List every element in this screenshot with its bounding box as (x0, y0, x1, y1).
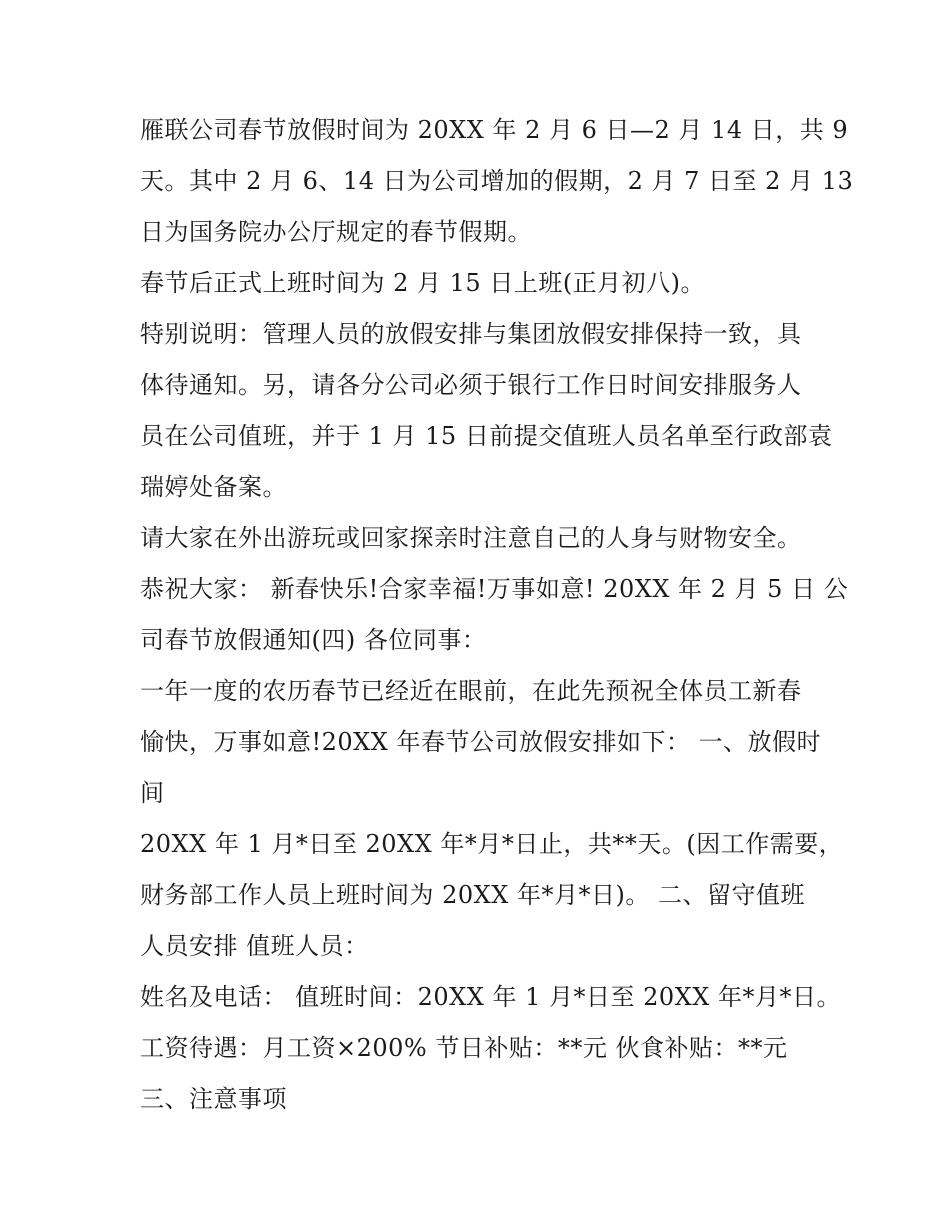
text-line: 瑞婷处备案。 (140, 473, 287, 501)
text-line: 雁联公司春节放假时间为 20XX 年 2 月 6 日—2 月 14 日，共 9 (140, 116, 849, 144)
text-line: 20XX 年 1 月*日至 20XX 年*月*日止，共**天。(因工作需要， (140, 830, 844, 858)
text-line: 姓名及电话： 值班时间：20XX 年 1 月*日至 20XX 年*月*日。 (140, 983, 841, 1011)
text-line: 司春节放假通知(四) 各位同事： (140, 626, 487, 654)
text-line: 天。其中 2 月 6、14 日为公司增加的假期，2 月 7 日至 2 月 13 (140, 167, 854, 195)
text-line: 间 (140, 779, 165, 807)
text-line: 日为国务院办公厅规定的春节假期。 (140, 218, 532, 246)
document-body (140, 105, 854, 1125)
text-line: 恭祝大家： 新春快乐!合家幸福!万事如意! 20XX 年 2 月 5 日 公 (140, 575, 849, 603)
text-line: 员在公司值班，并于 1 月 15 日前提交值班人员名单至行政部袁 (140, 422, 833, 450)
text-line: 愉快，万事如意!20XX 年春节公司放假安排如下： 一、放假时 (140, 728, 822, 756)
text-line: 人员安排 值班人员： (140, 932, 369, 960)
text-line: 一年一度的农历春节已经近在眼前，在此先预祝全体员工新春 (140, 677, 802, 705)
text-line: 三、注意事项 (140, 1085, 287, 1113)
text-line: 体待通知。另，请各分公司必须于银行工作日时间安排服务人 (140, 371, 802, 399)
text-line: 财务部工作人员上班时间为 20XX 年*月*日)。 二、留守值班 (140, 881, 805, 909)
text-line: 特别说明：管理人员的放假安排与集团放假安排保持一致，具 (140, 320, 802, 348)
text-line: 工资待遇：月工资×200% 节日补贴：**元 伙食补贴：**元 (140, 1034, 788, 1062)
text-line: 请大家在外出游玩或回家探亲时注意自己的人身与财物安全。 (140, 524, 802, 552)
text-line: 春节后正式上班时间为 2 月 15 日上班(正月初八)。 (140, 269, 706, 297)
